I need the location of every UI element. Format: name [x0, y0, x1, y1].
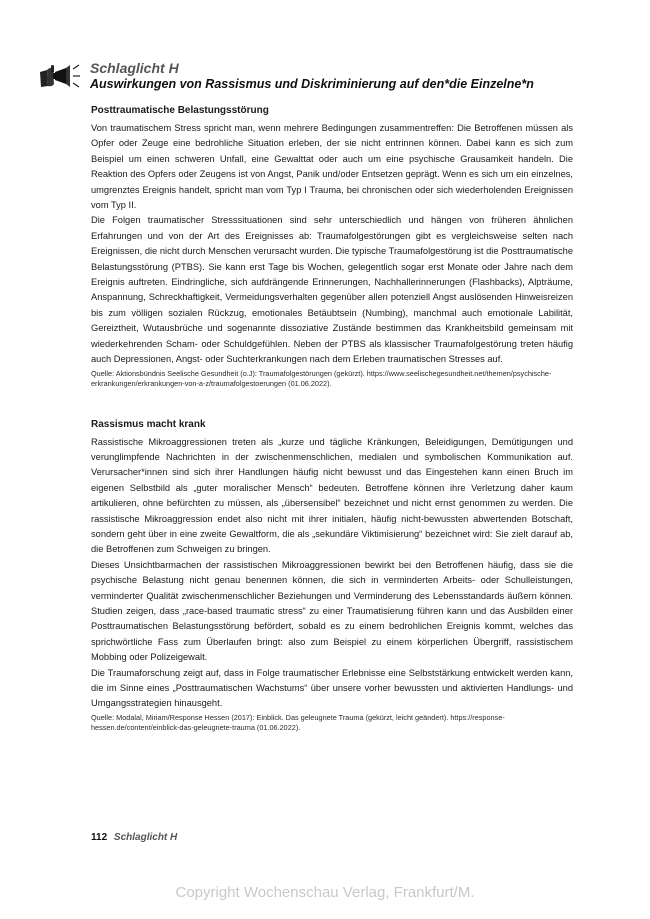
body-paragraph: Rassistische Mikroaggressionen treten als „kurze und tägliche Kränkungen, Beleidigungen, Demütigungen und verunglimpfende Nachrichten in der zwischenmenschlichen, medialen und symbolischen Kommunikation auf. Verursacher*innen sind sich ihrer Handlungen häufig nicht bewusst und das Eingestehen kann einen Bruch im eigenen Selbstbild als „guter moralischer Mensch“ bedeuten. Betroffene können ihre Verletzung daher kaum artikulieren, ohne befürchten zu müssen, als „übersensibel“ bezeichnet und nicht ernst genommen zu werden. Die rassistische Mikroaggression endet also nicht mit ihrer initialen, häufig nicht-bewussten abwertenden Botschaft, sondern geht über in eine zweite Gewaltform, die als „sekundäre Viktimisierung“ bezeichnet wird: Sie zielt darauf ab, die Betroffenen zum Schweigen zu bringen.: [91, 436, 573, 555]
body-paragraph: Die Folgen traumatischer Stresssituationen sind sehr unterschiedlich und hängen von früheren ähnlichen Erfahrungen und von der Art des Ereignisses ab: Traumafolgestörungen gibt es vergleichsweise selten nach Ereignissen, die nicht durch Menschen verursacht wurden. Die typische Traumafolgestörung ist die Posttraumatische Belastungsstörung (PTBS). Sie kann erst Tage bis Wochen, gelegentlich sogar erst Monate oder Jahre nach dem Ereignis auftreten. Eindringliche, sich aufdrängende Erinnerungen, Nachhallerinnerungen (Flashbacks), Alpträume, Anspannung, Schreckhaftigkeit, Vermeidungsverhalten gegenüber allen potenziell Angst auslösenden Hinweisreizen bis zum völligen sozialen Rückzug, emotionales Betäubtsein (Numbing), manchmal auch emotionale Labilität, Gereiztheit, Wutausbrüche und sogenannte dissoziative Zustände bestimmen das Krankheitsbild gemeinsam mit wiederkehrenden Scham- oder Schuldgefühlen. Neben der PTBS als klassischer Traumafolgestörung treten häufig auch Depressionen, Angst- oder Suchterkrankungen nach dem Erleben traumatischen Stresses auf.: [91, 215, 573, 365]
source-citation: Quelle: Aktionsbündnis Seelische Gesundheit (o.J): Traumafolgestörungen (gekürzt). https://www.seelischegesundheit.net/themen/psychische-erkrankungen/erkrankungen-von-a-z/traumafolgestoerungen (01.06.2022).: [91, 368, 552, 388]
footer-label: Schlaglicht H: [113, 832, 178, 843]
section-heading: Posttraumatische Belastungsstörung: [91, 105, 269, 116]
body-paragraph: Dieses Unsichtbarmachen der rassistischen Mikroaggressionen bewirkt bei den Betroffenen häufig, dass sie die psychische Belastung nicht genau benennen können, die sich in verminderten Arbeits- oder Schulleistungen, verminderter Qualität zwischenmenschlicher Beziehungen und Verminderung des Lebensstandards äußern können. Studien zeigen, dass „race-based traumatic stress“ zu einer Traumatisierung führen kann und das Ausbilden einer Posttraumatischen Belastungsstörung befördert, sobald es zu einem bedrohlichen Ereignis kommt, welches das sprichwörtliche Fass zum Überlaufen bringt: also zum Beispiel zu einem körperlichen Übergriff, rassistischem Mobbing oder Polizeigewalt.: [91, 559, 573, 663]
section-rassismus: [91, 418, 573, 734]
megaphone-hand-icon: [38, 60, 88, 90]
source-citation: Quelle: Modalal, Miriam/Response Hessen (2017): Einblick. Das geleugnete Trauma (gekürzt, leicht geändert). https://response-hessen.de/content/einblick-das-geleugnete-trauma (01.06.2022).: [91, 712, 505, 733]
page-title: Auswirkungen von Rassismus und Diskriminierung auf den*die Einzelne*n: [90, 77, 534, 91]
header-text: [90, 60, 615, 92]
body-paragraph: Die Traumaforschung zeigt auf, dass in Folge traumatischer Erlebnisse eine Selbststärkung entwickelt werden kann, die im Sinne eines „Posttraumatischen Wachstums“ über unsere vorher bewussten und aktivierten Handlungs- und Umgangsstrategien hinausgeht.: [91, 667, 573, 709]
main-content: [91, 104, 573, 734]
section-ptbs: [91, 104, 573, 390]
body-paragraph: Von traumatischem Stress spricht man, wenn mehrere Bedingungen zusammentreffen: Die Betroffenen müssen als Opfer oder Zeuge eine bedrohliche Situation erleben, der sie nicht entrinnen können. Dabei kann es sich zum Beispiel um einen schweren Unfall, eine Gewalttat oder auch um eine psychische Grausamkeit handeln. Die Reaktion des Opfers oder Zeugens ist von Angst, Panik und/oder Entsetzen geprägt. Wenn es sich um ein einzelnes, umgrenztes Ereignis handelt, spricht man vom Typ I Trauma, bei chronischen oder sich wiederholenden Ereignissen vom Typ II.: [91, 123, 573, 211]
section-heading: Rassismus macht krank: [91, 418, 206, 430]
page-footer: [91, 832, 177, 843]
page-number: 112: [91, 832, 108, 843]
copyright-notice: Copyright Wochenschau Verlag, Frankfurt/M.: [175, 884, 475, 901]
section-kicker: Schlaglicht H: [90, 60, 179, 76]
